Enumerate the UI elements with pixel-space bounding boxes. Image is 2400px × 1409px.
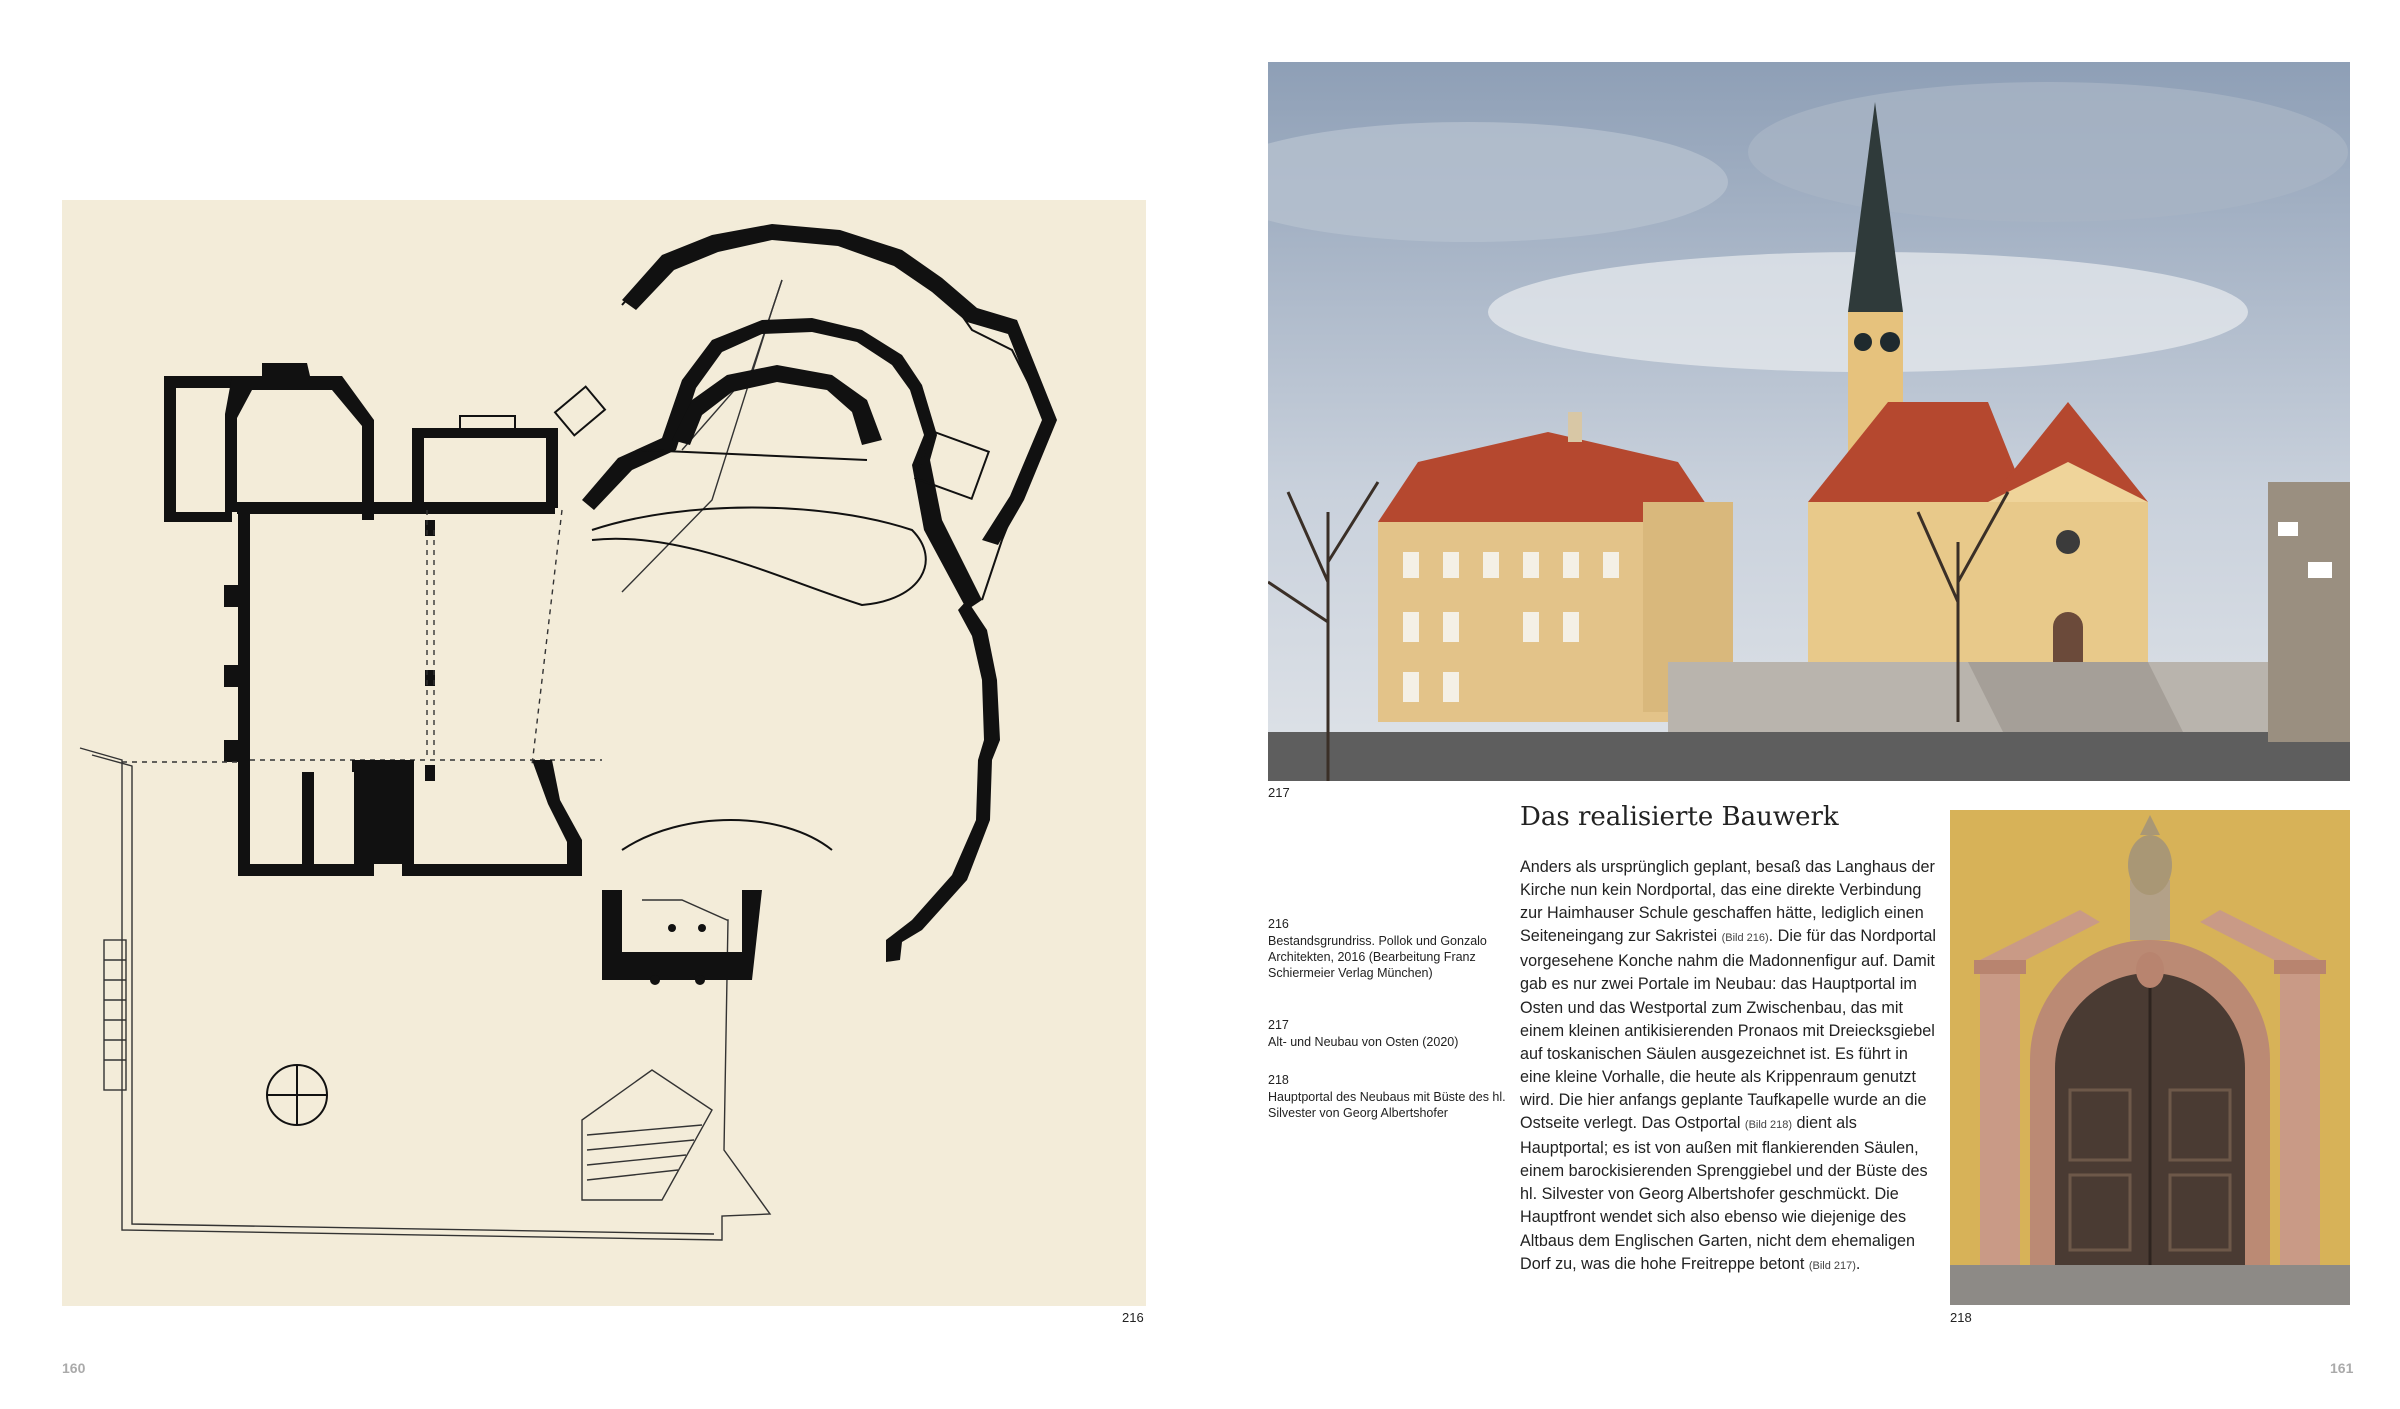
wall [402, 760, 414, 876]
portal-photo [1950, 810, 2350, 1305]
wall-buttress [224, 740, 238, 762]
wall [352, 760, 402, 772]
caption-number: 218 [1268, 1073, 1289, 1087]
body-text-part: dient als Hauptportal; es ist von außen mit flankierenden Säulen, einem barockisierenden Sprenggiebel und der Büste des hl. Silvester von Georg Albertshofer geschmückt. Die Hauptfront wendet sich also ebenso wie diejenige des Altbaus dem Englischen Garten, nicht dem ehemaligen Dorf zu, was die hohe Freitreppe betont [1520, 1114, 1928, 1273]
stairs-block [354, 772, 402, 864]
floor-plan-drawing [62, 200, 1146, 1306]
wall-church-east [886, 600, 1000, 962]
wall [164, 386, 174, 522]
figure-number-217: 217 [1268, 785, 1290, 800]
portal-illustration [1950, 810, 2350, 1305]
wall [546, 428, 558, 508]
wall-buttress [224, 665, 238, 687]
street [1268, 732, 2350, 781]
figure-number-218: 218 [1950, 1310, 1972, 1325]
wall-nave-north [237, 502, 555, 514]
column-left [1980, 970, 2020, 1265]
stair-flight [555, 387, 605, 436]
column-right [2280, 970, 2320, 1265]
figure-reference: (Bild 218) [1744, 1119, 1792, 1132]
page-number-right: 161 [2330, 1360, 2354, 1376]
wall-buttress [224, 585, 238, 607]
compass-symbol [267, 1065, 327, 1125]
body-text [1520, 856, 1940, 1278]
floor-plan-figure [62, 200, 1146, 1306]
exterior-photo [1268, 62, 2350, 781]
figure-reference: (Bild 216) [1721, 932, 1769, 945]
caption-218 [1268, 1072, 1513, 1121]
terrace-outline [80, 748, 770, 1240]
caption-text: Hauptportal des Neubaus mit Büste des hl. Silvester von Georg Albertshofer [1268, 1090, 1506, 1120]
figure-number-216: 216 [1122, 1310, 1144, 1325]
page-number-left: 160 [62, 1360, 86, 1376]
church-portal [2053, 612, 2083, 662]
caption-text: Alt- und Neubau von Osten (2020) [1268, 1035, 1459, 1049]
caption-text: Bestandsgrundriss. Pollok und Gonzalo Architekten, 2016 (Bearbeitung Franz Schiermeier Verlag München) [1268, 934, 1487, 980]
body-text-part: Anders als ursprünglich geplant, besaß das Langhaus der Kirche nun kein Nordportal, das eine direkte Verbindung zur Haimhauser Schule geschaffen hätte, lediglich einen Seiteneingang zur Sakristei [1520, 858, 1935, 946]
wall-church-north [582, 318, 982, 610]
pronaos-curve [622, 820, 832, 850]
terrace-curve [592, 508, 926, 606]
church-exterior-illustration [1268, 62, 2350, 781]
figure-reference: (Bild 217) [1808, 1259, 1856, 1272]
caption-number: 217 [1268, 1018, 1289, 1032]
wall-apse-south [532, 760, 582, 876]
section-heading: Das realisierte Bauwerk [1520, 802, 1839, 832]
wall-portal [602, 890, 762, 980]
body-text-part: . Die für das Nordportal vorgesehene Konche nahm die Madonnenfigur auf. Damit gab es nur zwei Portale im Neubau: das Hauptportal im Osten und das Westportal zum Zwischenbau, das mit einem kleinen antikisierenden Pronaos mit Dreiecksgiebel auf toskanischen Säulen ausgezeichnet ist. Es führt in eine kleine Vorhalle, die heute als Krippenraum genutzt wird. Die hier anfangs geplante Taufkapelle wurde an die Ostseite verlegt. Das Ostportal [1520, 927, 1937, 1133]
wall [412, 428, 424, 508]
caption-number: 216 [1268, 917, 1289, 931]
stair-southeast [582, 1070, 712, 1200]
wall [402, 864, 572, 876]
pavement [1950, 1265, 2350, 1305]
wall-octagon [225, 363, 374, 512]
caption-217 [1268, 1017, 1513, 1050]
wall-south-rooms [238, 760, 374, 876]
bench [460, 416, 515, 430]
wall-nave-west [238, 512, 250, 772]
caption-216 [1268, 916, 1513, 981]
wall-pier [425, 765, 435, 781]
body-text-part: . [1855, 1254, 1861, 1273]
terrace [1668, 662, 2268, 732]
